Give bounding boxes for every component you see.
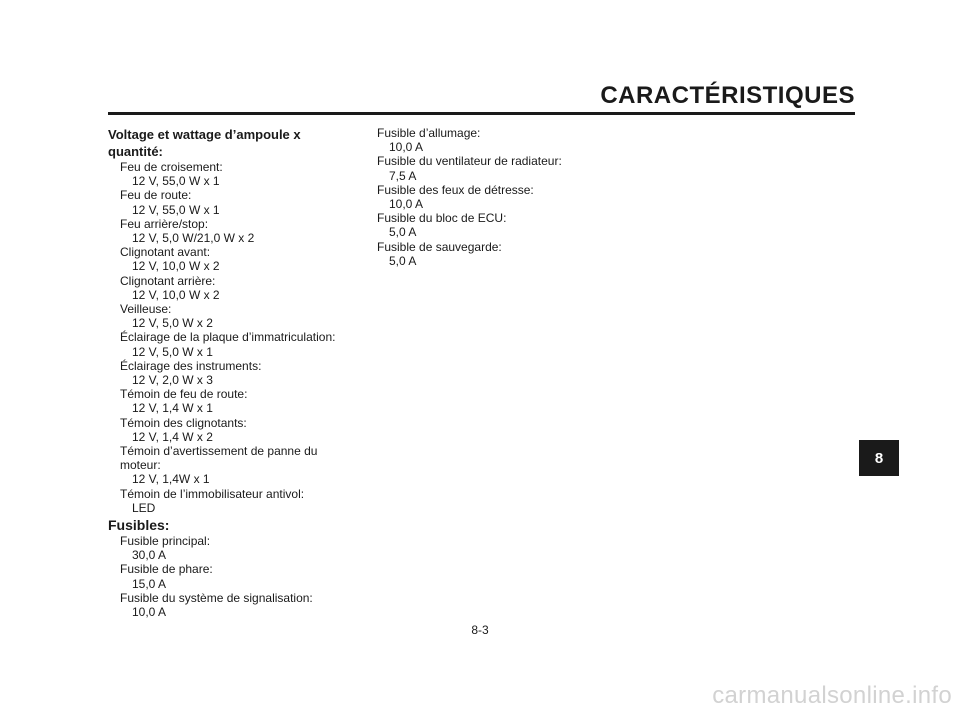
- bulb-value: 12 V, 2,0 W x 3: [132, 373, 213, 388]
- fuse-value: 10,0 A: [132, 605, 167, 620]
- bulb-value: 12 V, 55,0 W x 1: [132, 202, 220, 217]
- bulb-entry: [108, 387, 346, 415]
- bulb-entry: [108, 330, 346, 358]
- fuse-label: Fusible principal:: [120, 534, 211, 549]
- bulb-label: Feu arrière/stop:: [120, 216, 209, 231]
- bulbs-heading-line2: quantité:: [108, 144, 163, 159]
- right-column: [377, 126, 617, 268]
- bulb-label: Éclairage des instruments:: [120, 358, 262, 373]
- bulb-entry: [108, 274, 346, 302]
- bulb-value: 12 V, 55,0 W x 1: [132, 174, 220, 189]
- bulb-value: 12 V, 10,0 W x 2: [132, 259, 220, 274]
- fuse-entry: [377, 211, 617, 239]
- fuse-label: Fusible du bloc de ECU:: [377, 211, 507, 226]
- header-rule: [108, 112, 855, 115]
- bulb-label: Témoin de l’immobilisateur antivol:: [120, 486, 305, 501]
- bulb-entry: [108, 188, 346, 216]
- fuses-heading: Fusibles:: [108, 517, 170, 534]
- bulbs-heading: [108, 126, 346, 160]
- bulb-label-line2: moteur:: [120, 458, 161, 473]
- bulb-value: 12 V, 1,4 W x 1: [132, 401, 213, 416]
- bulb-entry: [108, 302, 346, 330]
- fuse-label: Fusible du ventilateur de radiateur:: [377, 154, 562, 169]
- bulb-value: 12 V, 1,4W x 1: [132, 472, 210, 487]
- bulb-label: Éclairage de la plaque d’immatriculation:: [120, 330, 336, 345]
- fuse-value: 15,0 A: [132, 576, 167, 591]
- bulb-entry: [108, 487, 346, 515]
- fuse-value: 30,0 A: [132, 548, 167, 563]
- fuse-label: Fusible du système de signalisation:: [120, 590, 313, 605]
- bulb-entry: [108, 245, 346, 273]
- bulb-value: 12 V, 5,0 W x 1: [132, 344, 213, 359]
- bulb-value: 12 V, 5,0 W x 2: [132, 316, 213, 331]
- bulb-label: Clignotant arrière:: [120, 273, 216, 288]
- fuse-label: Fusible des feux de détresse:: [377, 182, 534, 197]
- watermark: carmanualsonline.info: [712, 682, 952, 709]
- page-number: 8-3: [471, 623, 489, 637]
- fuse-label: Fusible d’allumage:: [377, 126, 481, 140]
- fuse-entry: [108, 591, 346, 619]
- bulb-value: 12 V, 10,0 W x 2: [132, 287, 220, 302]
- fuse-value: 5,0 A: [389, 253, 417, 268]
- section-title: CARACTÉRISTIQUES: [600, 82, 855, 109]
- bulb-label: Témoin de feu de route:: [120, 387, 248, 402]
- bulb-entry: [108, 359, 346, 387]
- bulb-entry: [108, 444, 346, 487]
- fuse-entry: [377, 240, 617, 268]
- bulb-label: Feu de croisement:: [120, 160, 223, 174]
- left-column: [108, 126, 346, 619]
- fuse-entry: [108, 534, 346, 562]
- bulb-entry: [108, 416, 346, 444]
- bulb-value: 12 V, 1,4 W x 2: [132, 429, 213, 444]
- bulb-label: Veilleuse:: [120, 302, 172, 317]
- fuse-value: 10,0 A: [389, 197, 424, 212]
- bulb-label: Témoin des clignotants:: [120, 415, 247, 430]
- bulbs-heading-line1: Voltage et wattage d’ampoule x: [108, 127, 301, 142]
- fuse-entry: [377, 126, 617, 154]
- fuse-value: 10,0 A: [389, 140, 424, 155]
- bulb-entry: [108, 217, 346, 245]
- bulb-entry: [108, 160, 346, 188]
- bulb-label: Clignotant avant:: [120, 245, 211, 260]
- fuse-value: 7,5 A: [389, 168, 417, 183]
- fuse-label: Fusible de sauvegarde:: [377, 239, 502, 254]
- chapter-tab[interactable]: 8: [859, 440, 899, 476]
- fuse-entry: [377, 183, 617, 211]
- bulb-value: LED: [132, 500, 156, 515]
- fuse-entry: [377, 154, 617, 182]
- bulb-label: Feu de route:: [120, 188, 192, 203]
- fuse-value: 5,0 A: [389, 225, 417, 240]
- fuse-label: Fusible de phare:: [120, 562, 213, 577]
- fuse-entry: [108, 562, 346, 590]
- bulb-label-line1: Témoin d’avertissement de panne du: [120, 444, 318, 459]
- bulb-value: 12 V, 5,0 W/21,0 W x 2: [132, 231, 255, 246]
